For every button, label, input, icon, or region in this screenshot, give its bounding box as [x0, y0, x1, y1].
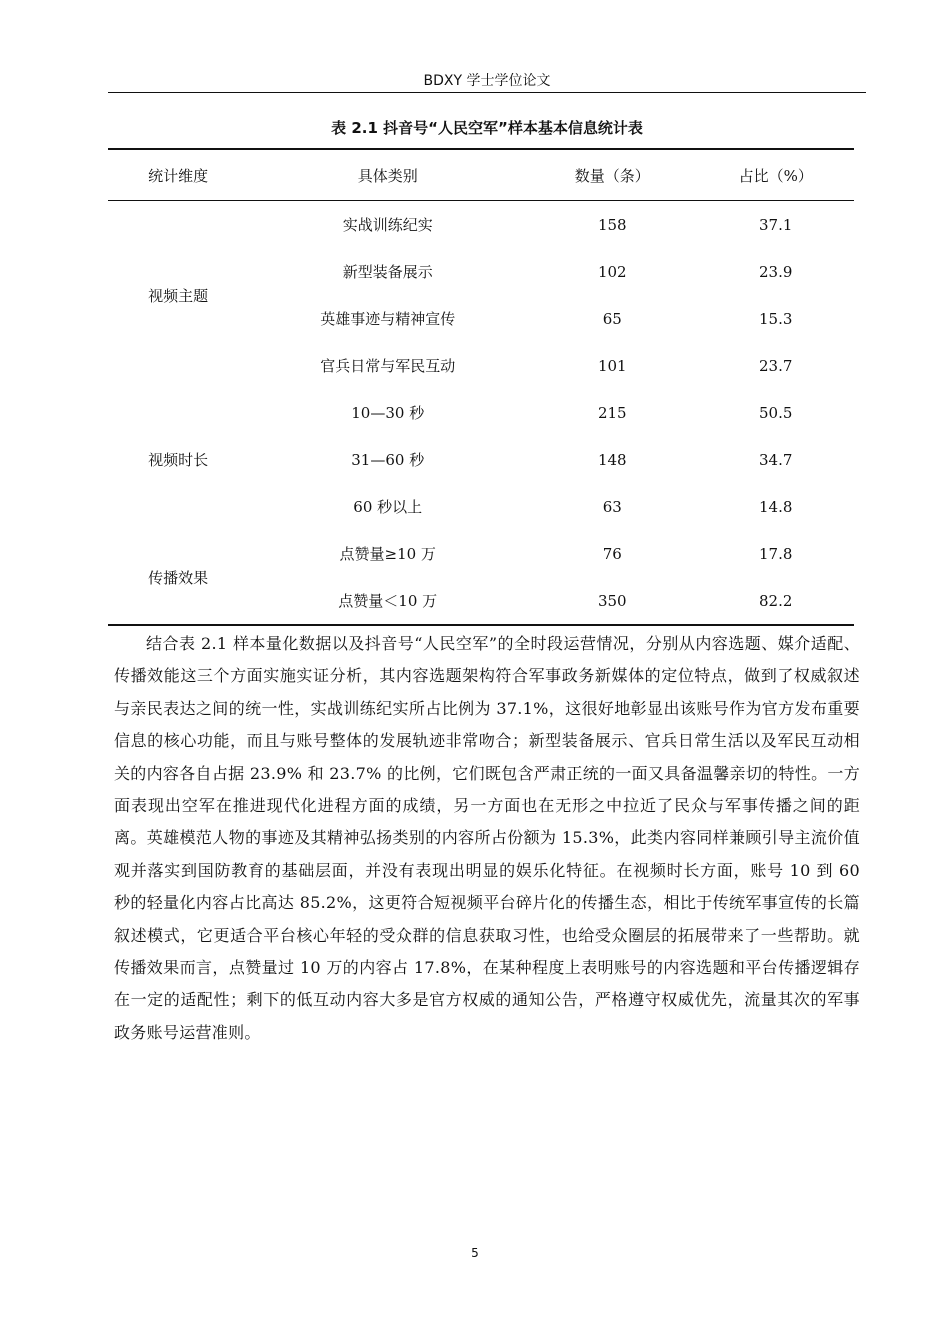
count-cell: 65 [602, 309, 622, 328]
count-cell: 215 [597, 403, 627, 422]
column-header-percent: 占比（%） [697, 149, 854, 201]
statistics-table [108, 148, 854, 626]
percent-cell: 17.8 [759, 544, 793, 563]
category-cell: 31—60 秒 [351, 451, 425, 469]
category-cell: 10—30 秒 [351, 404, 425, 422]
table-header-row [108, 149, 854, 201]
category-cell: 点赞量＜10 万 [248, 577, 527, 625]
percent-cell: 15.3 [759, 309, 793, 328]
column-header-category: 具体类别 [248, 149, 527, 201]
dimension-cell: 视频主题 [148, 286, 209, 305]
count-cell: 148 [597, 450, 627, 469]
percent-cell: 82.2 [697, 577, 854, 625]
percent-cell: 23.9 [759, 262, 793, 281]
percent-cell: 50.5 [759, 403, 793, 422]
category-cell: 点赞量≥10 万 [339, 545, 436, 563]
page-number: 5 [471, 1246, 479, 1260]
category-cell: 新型装备展示 [342, 263, 433, 281]
percent-cell: 34.7 [759, 450, 793, 469]
count-cell: 101 [597, 356, 627, 375]
running-header: BDXY 学士学位论文 [423, 73, 551, 89]
body-paragraph: 结合表 2.1 样本量化数据以及抖音号“人民空军”的全时段运营情况，分别从内容选题、媒介适配、传播效能这三个方面实施实证分析，其内容选题架构符合军事政务新媒体的定位特点，做到了权威叙述与亲民表达之间的统一性，实战训练纪实所占比例为 37.1%，这很好地彰显出该账号作为官方发布重要信息的核心功能，而且与账号整体的发展轨迹非常吻合；新型装备展示、官兵日常生活以及军民互动相关的内容各自占据 23.9% 和 23.7% 的比例，它们既包含严肃正统的一面又具备温馨亲切的特性。一方面表现出空军在推进现代化进程方面的成绩，另一方面也在无形之中拉近了民众与军事传播之间的距离。英雄模范人物的事迹及其精神弘扬类别的内容所占份额为 15.3%，此类内容同样兼顾引导主流价值观并落实到国防教育的基础层面，并没有表现出明显的娱乐化特征。在视频时长方面，账号 10 到 60 秒的轻量化内容占比高达 85.2%，这更符合短视频平台碎片化的传播生态，相比于传统军事宣传的长篇叙述模式，它更适合平台核心年轻的受众群的信息获取习性，也给受众圈层的拓展带来了一些帮助。就传播效果而言，点赞量过 10 万的内容占 17.8%，在某种程度上表明账号的内容选题和平台传播逻辑存在一定的适配性；剩下的低互动内容大多是官方权威的通知公告，严格遵守权威优先，流量其次的军事政务账号运营准则。 [114, 634, 860, 1042]
percent-cell: 37.1 [759, 215, 793, 234]
table-row [108, 530, 854, 577]
column-header-dimension: 统计维度 [108, 149, 248, 201]
table-row [108, 389, 854, 436]
count-cell: 102 [597, 262, 627, 281]
table-row [108, 201, 854, 249]
header-rule [108, 92, 866, 93]
category-cell: 英雄事迹与精神宣传 [320, 310, 456, 328]
count-cell: 63 [602, 497, 622, 516]
table-caption: 表 2.1 抖音号“人民空军”样本基本信息统计表 [331, 119, 643, 137]
category-cell: 60 秒以上 [353, 498, 423, 516]
category-cell: 官兵日常与军民互动 [320, 357, 456, 375]
percent-cell: 14.8 [759, 497, 793, 516]
category-cell: 实战训练纪实 [342, 216, 433, 234]
column-header-count: 数量（条） [527, 149, 697, 201]
count-cell: 350 [527, 577, 697, 625]
count-cell: 76 [602, 544, 622, 563]
dimension-cell: 视频时长 [148, 451, 209, 469]
count-cell: 158 [597, 215, 627, 234]
dimension-cell: 传播效果 [108, 530, 248, 625]
percent-cell: 23.7 [759, 356, 793, 375]
